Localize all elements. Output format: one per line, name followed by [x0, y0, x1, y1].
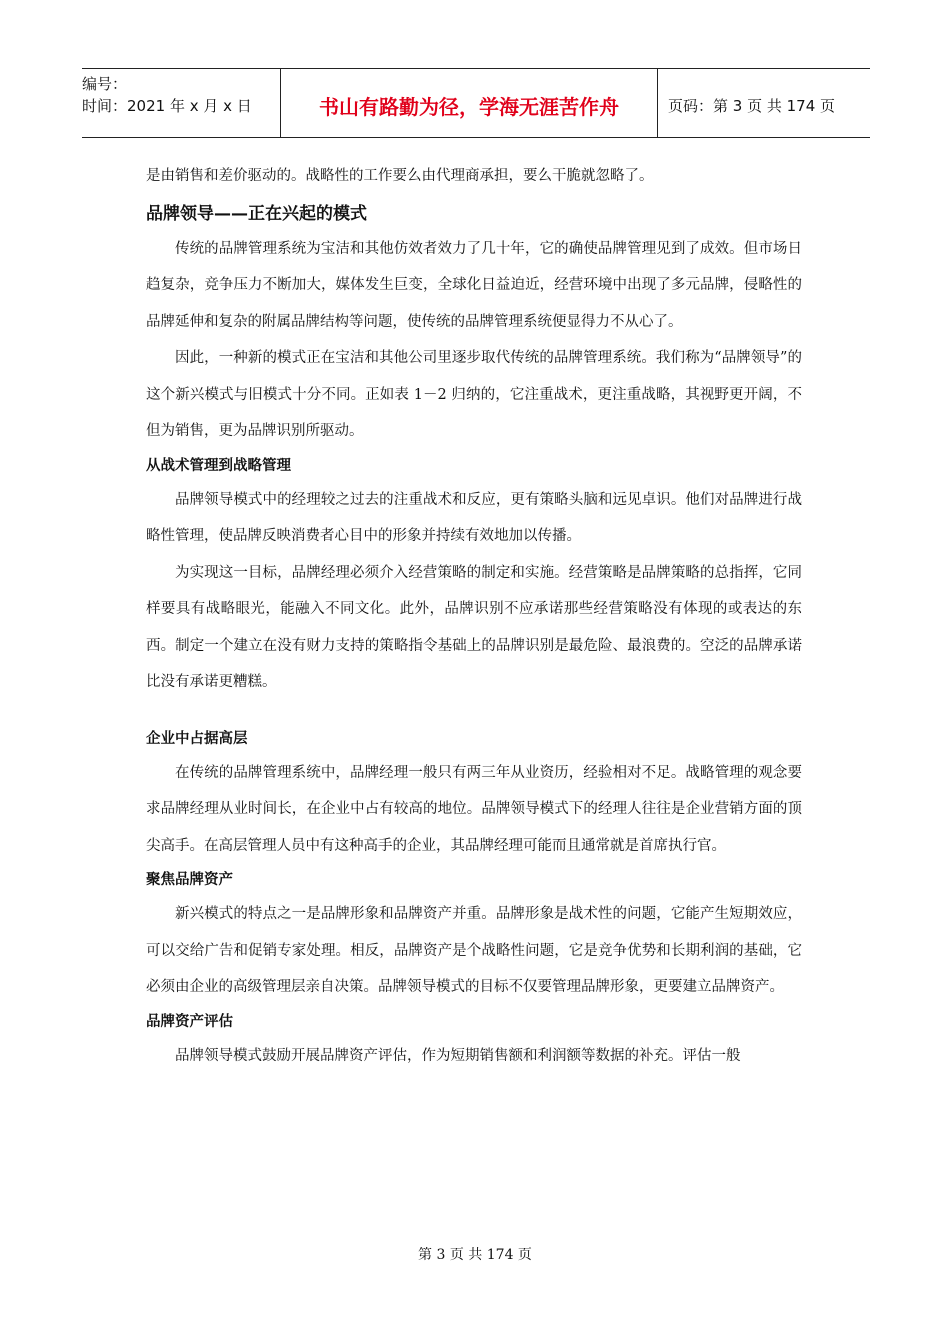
page-footer: 第 3 页 共 174 页 — [418, 1247, 532, 1263]
paragraph: 品牌领导模式中的经理较之过去的注重战术和反应，更有策略头脑和远见卓识。他们对品牌进行战略性管理，使品牌反映消费者心目中的形象并持续有效地加以传播。 — [146, 491, 802, 544]
header-motto: 书山有路勤为径，学海无涯苦作舟 — [280, 69, 658, 137]
paragraph: 传统的品牌管理系统为宝洁和其他仿效者效力了几十年，它的确使品牌管理见到了成效。但市场日趋复杂，竞争压力不断加大，媒体发生巨变，全球化日益迫近，经营环境中出现了多元品牌，侵略性的品牌延伸和复杂的附属品牌结构等问题，使传统的品牌管理系统便显得力不从心了。 — [146, 240, 802, 330]
document-header — [82, 68, 870, 138]
paragraph: 在传统的品牌管理系统中，品牌经理一般只有两三年从业资历，经验相对不足。战略管理的观念要求品牌经理从业时间长，在企业中占有较高的地位。品牌领导模式下的经理人往往是企业营销方面的顶尖高手。在高层管理人员中有这种高手的企业，其品牌经理可能而且通常就是首席执行官。 — [146, 764, 802, 854]
document-body — [146, 158, 802, 1074]
header-meta — [82, 69, 280, 137]
section-heading: 品牌领导——正在兴起的模式 — [146, 203, 367, 224]
subsection-heading: 品牌资产评估 — [146, 1013, 233, 1030]
paragraph: 品牌领导模式鼓励开展品牌资产评估，作为短期销售额和利润额等数据的补充。评估一般 — [175, 1047, 741, 1064]
paragraph: 因此，一种新的模式正在宝洁和其他公司里逐步取代传统的品牌管理系统。我们称为“品牌领导”的这个新兴模式与旧模式十分不同。正如表 1－2 归纳的，它注重战术，更注重战略，其视野更开阔，不但为销售，更为品牌识别所驱动。 — [146, 350, 802, 439]
spacer — [146, 701, 802, 723]
header-page-info: 页码：第 3 页 共 174 页 — [668, 96, 836, 115]
number-label: 编号： — [82, 75, 128, 93]
paragraph: 新兴模式的特点之一是品牌形象和品牌资产并重。品牌形象是战术性的问题，它能产生短期效应，可以交给广告和促销专家处理。相反，品牌资产是个战略性问题，它是竞争优势和长期利润的基础，它必须由企业的高级管理层亲自决策。品牌领导模式的目标不仅要管理品牌形象，更要建立品牌资产。 — [146, 906, 802, 995]
paragraph: 是由销售和差价驱动的。战略性的工作要么由代理商承担，要么干脆就忽略了。 — [146, 168, 654, 184]
paragraph: 为实现这一目标，品牌经理必须介入经营策略的制定和实施。经营策略是品牌策略的总指挥，它同样要具有战略眼光，能融入不同文化。此外，品牌识别不应承诺那些经营策略没有体现的或表达的东西。制定一个建立在没有财力支持的策略指令基础上的品牌识别是最危险、最浪费的。空泛的品牌承诺比没有承诺更糟糕。 — [146, 564, 802, 690]
subsection-heading: 企业中占据高层 — [146, 730, 248, 747]
subsection-heading: 从战术管理到战略管理 — [146, 457, 291, 474]
subsection-heading: 聚焦品牌资产 — [146, 872, 233, 888]
time-label: 时间：2021 年 x 月 x 日 — [82, 97, 252, 115]
